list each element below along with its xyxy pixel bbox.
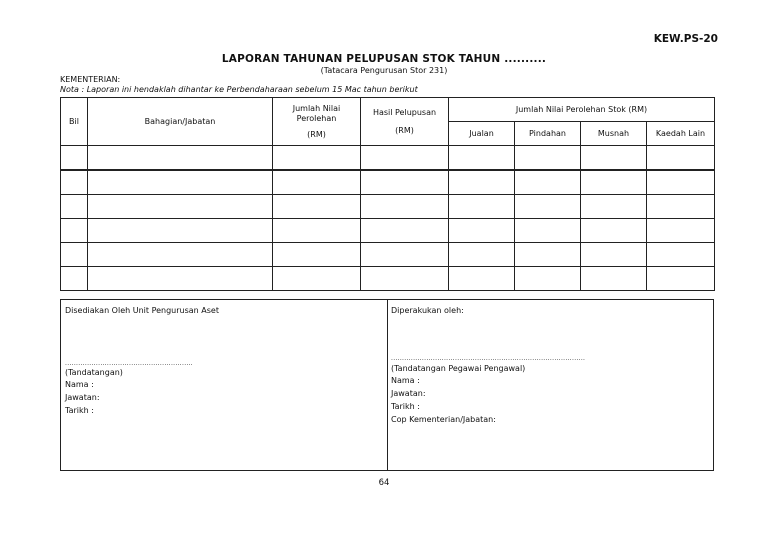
prepared-by-heading: Disediakan Oleh Unit Pengurusan Aset <box>65 306 219 315</box>
table-row <box>61 195 715 219</box>
certified-signature-label: (Tandatangan Pegawai Pengawal) <box>391 364 526 373</box>
cell-hasil[interactable] <box>361 243 449 267</box>
header-musnah: Musnah <box>581 122 647 146</box>
form-code: KEW.PS-20 <box>653 33 718 45</box>
cell-bahagian[interactable] <box>88 170 273 195</box>
kementerian-label: KEMENTERIAN: <box>60 75 121 84</box>
form-subtitle: (Tatacara Pengurusan Stor 231) <box>320 66 448 75</box>
cell-bahagian[interactable] <box>88 195 273 219</box>
prepared-jawatan-field[interactable]: Jawatan: <box>65 393 100 402</box>
header-jumlah-nilai-line1: Jumlah Nilai <box>292 103 341 113</box>
disposal-table <box>60 97 715 291</box>
cell-bahagian[interactable] <box>88 146 273 171</box>
header-jumlah-nilai-unit: (RM) <box>307 129 326 139</box>
certified-tarikh-field[interactable]: Tarikh : <box>391 402 420 411</box>
cell-pindahan[interactable] <box>515 146 581 171</box>
cell-kaedah-lain[interactable] <box>647 195 715 219</box>
cell-bil[interactable] <box>61 267 88 291</box>
cell-pindahan[interactable] <box>515 219 581 243</box>
table-row <box>61 219 715 243</box>
certified-signature-line[interactable]: ........................................................................................ <box>391 355 586 362</box>
cell-kaedah-lain[interactable] <box>647 243 715 267</box>
cell-hasil[interactable] <box>361 170 449 195</box>
header-bahagian: Bahagian/Jabatan <box>88 98 273 146</box>
cell-bahagian[interactable] <box>88 219 273 243</box>
cell-musnah[interactable] <box>581 146 647 171</box>
page-number: 64 <box>378 478 390 488</box>
cell-musnah[interactable] <box>581 170 647 195</box>
certified-cop-field[interactable]: Cop Kementerian/Jabatan: <box>391 415 496 424</box>
certified-by-heading: Diperakukan oleh: <box>391 306 464 315</box>
cell-jualan[interactable] <box>449 219 515 243</box>
nota-text: Nota : Laporan ini hendaklah dihantar ke Perbendaharaan sebelum 15 Mac tahun berikut <box>60 85 418 94</box>
prepared-signature-label: (Tandatangan) <box>65 368 123 377</box>
header-hasil-unit: (RM) <box>395 125 414 135</box>
cell-jualan[interactable] <box>449 170 515 195</box>
cell-jumlah[interactable] <box>273 267 361 291</box>
header-jualan: Jualan <box>449 122 515 146</box>
header-group-nilai-stok: Jumlah Nilai Perolehan Stok (RM) <box>449 98 715 122</box>
cell-hasil[interactable] <box>361 195 449 219</box>
cell-jumlah[interactable] <box>273 243 361 267</box>
signature-box <box>60 299 714 471</box>
cell-jualan[interactable] <box>449 267 515 291</box>
cell-pindahan[interactable] <box>515 195 581 219</box>
cell-kaedah-lain[interactable] <box>647 267 715 291</box>
cell-jumlah[interactable] <box>273 146 361 171</box>
header-bil: Bil <box>61 98 88 146</box>
cell-bil[interactable] <box>61 219 88 243</box>
cell-musnah[interactable] <box>581 219 647 243</box>
cell-bil[interactable] <box>61 146 88 171</box>
table-row <box>61 267 715 291</box>
cell-jumlah[interactable] <box>273 170 361 195</box>
cell-hasil[interactable] <box>361 267 449 291</box>
cell-pindahan[interactable] <box>515 267 581 291</box>
certified-nama-field[interactable]: Nama : <box>391 376 420 385</box>
cell-bahagian[interactable] <box>88 267 273 291</box>
cell-pindahan[interactable] <box>515 243 581 267</box>
form-title: LAPORAN TAHUNAN PELUPUSAN STOK TAHUN .......... <box>221 53 547 65</box>
cell-kaedah-lain[interactable] <box>647 219 715 243</box>
cell-jualan[interactable] <box>449 243 515 267</box>
cell-hasil[interactable] <box>361 146 449 171</box>
table-row <box>61 146 715 171</box>
table-row <box>61 243 715 267</box>
table-row <box>61 170 715 195</box>
cell-musnah[interactable] <box>581 195 647 219</box>
cell-musnah[interactable] <box>581 243 647 267</box>
prepared-signature-line[interactable]: .......................................................... <box>65 360 194 367</box>
cell-jumlah[interactable] <box>273 219 361 243</box>
cell-jualan[interactable] <box>449 146 515 171</box>
cell-bil[interactable] <box>61 170 88 195</box>
cell-jumlah[interactable] <box>273 195 361 219</box>
prepared-nama-field[interactable]: Nama : <box>65 380 94 389</box>
header-hasil-label: Hasil Pelupusan <box>372 107 437 117</box>
cell-bil[interactable] <box>61 195 88 219</box>
prepared-tarikh-field[interactable]: Tarikh : <box>65 406 94 415</box>
header-jumlah-nilai-line2: Perolehan <box>296 113 337 123</box>
cell-bil[interactable] <box>61 243 88 267</box>
cell-kaedah-lain[interactable] <box>647 146 715 171</box>
header-kaedah-lain: Kaedah Lain <box>647 122 715 146</box>
cell-jualan[interactable] <box>449 195 515 219</box>
header-pindahan: Pindahan <box>515 122 581 146</box>
cell-hasil[interactable] <box>361 219 449 243</box>
header-jumlah-nilai <box>273 98 361 146</box>
cell-bahagian[interactable] <box>88 243 273 267</box>
header-hasil <box>361 98 449 146</box>
certified-jawatan-field[interactable]: Jawatan: <box>391 389 426 398</box>
cell-pindahan[interactable] <box>515 170 581 195</box>
cell-musnah[interactable] <box>581 267 647 291</box>
cell-kaedah-lain[interactable] <box>647 170 715 195</box>
signature-divider <box>387 300 388 470</box>
